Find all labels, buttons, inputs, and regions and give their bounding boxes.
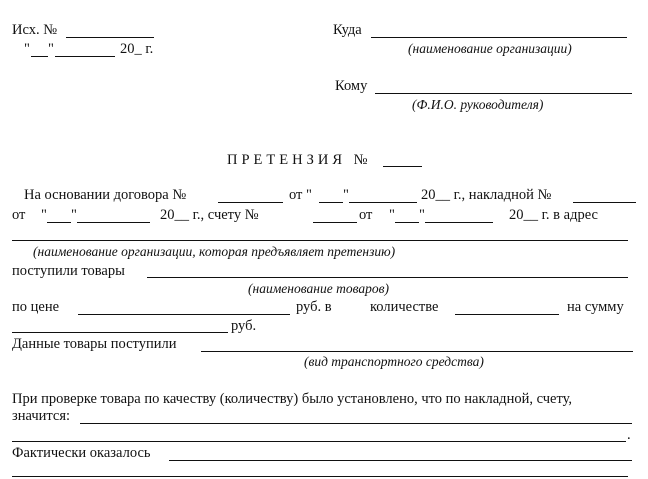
waybill-number-field[interactable]	[573, 202, 636, 203]
quantity-label: количестве	[370, 299, 439, 315]
contract-day-field[interactable]	[319, 202, 343, 203]
contract-from-label: от "	[289, 187, 312, 203]
invoice-quote-open: "	[389, 207, 395, 223]
waybill-year-invoice-label: 20__ г., счету №	[160, 207, 259, 223]
claim-title: ПРЕТЕНЗИЯ №	[227, 152, 372, 168]
date-mid-quote: "	[48, 41, 54, 57]
invoice-day-field[interactable]	[395, 222, 419, 223]
contract-month-field[interactable]	[349, 202, 417, 203]
sum-label: на сумму	[567, 299, 624, 315]
waybill-from-label: от	[12, 207, 26, 223]
contract-quote: "	[343, 187, 349, 203]
actual-label: Фактически оказалось	[12, 445, 151, 461]
inspection-text: При проверке товара по качеству (количеству) было установлено, что по накладной, счету,	[12, 391, 573, 407]
whom-label: Кому	[335, 78, 368, 94]
actual-field-continuation[interactable]	[12, 476, 628, 477]
sum-field[interactable]	[12, 332, 228, 333]
transport-field[interactable]	[201, 351, 633, 352]
delivered-label: Данные товары поступили	[12, 336, 177, 352]
date-day-field[interactable]	[31, 56, 48, 57]
price-label: по цене	[12, 299, 60, 315]
period-mark: .	[627, 427, 631, 443]
listed-label: значится:	[12, 408, 71, 424]
transport-hint: (вид транспортного средства)	[304, 354, 484, 369]
waybill-quote-open: "	[41, 207, 47, 223]
waybill-month-field[interactable]	[77, 222, 150, 223]
invoice-number-field[interactable]	[313, 222, 357, 223]
contract-label: На основании договора №	[24, 187, 187, 203]
invoice-year-address-label: 20__ г. в адрес	[509, 207, 598, 223]
claim-number-field[interactable]	[383, 166, 422, 167]
outgoing-number-field[interactable]	[66, 37, 154, 38]
listed-field[interactable]	[80, 423, 632, 424]
claimant-hint: (наименование организации, которая предъявляет претензию)	[33, 244, 396, 259]
contract-year-waybill-label: 20__ г., накладной №	[421, 187, 552, 203]
goods-hint: (наименование товаров)	[248, 281, 389, 296]
waybill-quote-close: "	[71, 207, 77, 223]
contract-number-field[interactable]	[218, 202, 283, 203]
whom-field[interactable]	[375, 93, 632, 94]
to-label: Куда	[333, 22, 362, 38]
waybill-day-field[interactable]	[47, 222, 71, 223]
claimant-organization-field[interactable]	[12, 240, 628, 241]
actual-field[interactable]	[169, 460, 632, 461]
invoice-quote-close: "	[419, 207, 425, 223]
date-year-label: 20_ г.	[120, 41, 154, 57]
quantity-field[interactable]	[455, 314, 559, 315]
date-month-field[interactable]	[55, 56, 115, 57]
invoice-from-label: от	[359, 207, 373, 223]
price-field[interactable]	[78, 314, 290, 315]
to-organization-field[interactable]	[371, 37, 627, 38]
invoice-month-field[interactable]	[425, 222, 493, 223]
outgoing-number-label: Исх. №	[12, 22, 58, 38]
goods-name-field[interactable]	[147, 277, 628, 278]
date-open-quote: "	[24, 41, 30, 57]
rub-label: руб.	[231, 318, 257, 334]
goods-received-label: поступили товары	[12, 263, 125, 279]
rub-in-label: руб. в	[296, 299, 332, 315]
to-organization-hint: (наименование организации)	[408, 41, 572, 56]
listed-field-continuation[interactable]	[12, 441, 626, 442]
whom-hint: (Ф.И.О. руководителя)	[412, 97, 544, 112]
